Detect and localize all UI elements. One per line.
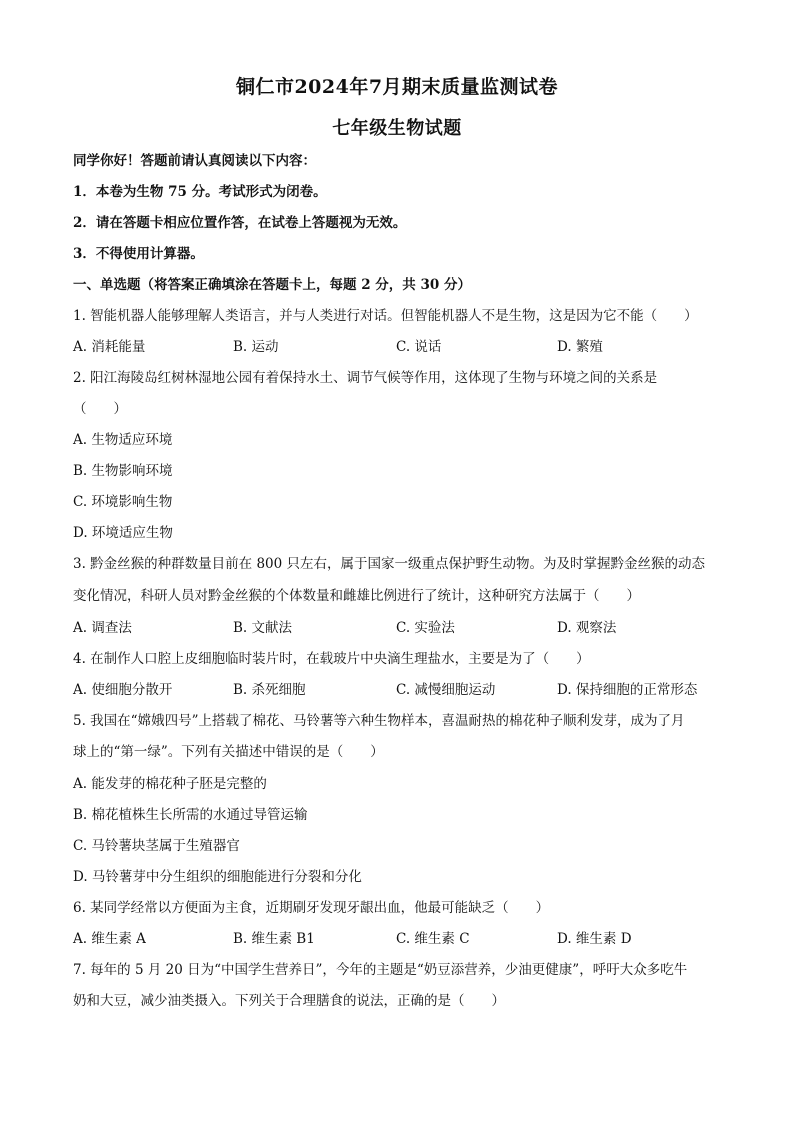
option-d: D. 观察法	[557, 620, 617, 636]
question-text: （ ）	[73, 401, 127, 417]
option-d: D. 保持细胞的正常形态	[557, 682, 698, 698]
option-d: D. 马铃薯芽中分生组织的细胞能进行分裂和分化	[73, 869, 362, 885]
option-c: C. 维生素 C	[396, 931, 470, 947]
notice-item: 2．请在答题卡相应位置作答，在试卷上答题视为无效。	[73, 215, 407, 231]
option-d: D. 繁殖	[557, 339, 603, 355]
option-a: A. 使细胞分散开	[73, 682, 173, 698]
option-a: A. 生物适应环境	[73, 432, 173, 448]
notice-item: 1．本卷为生物 75 分。考试形式为闭卷。	[73, 184, 327, 200]
question-text: 6. 某同学经常以方便面为主食，近期刷牙发现牙龈出血，他最可能缺乏（ ）	[73, 900, 550, 916]
option-d: D. 维生素 D	[557, 931, 632, 947]
option-a: A. 维生素 A	[73, 931, 146, 947]
option-a: A. 消耗能量	[73, 339, 146, 355]
option-c: C. 马铃薯块茎属于生殖器官	[73, 838, 240, 854]
question-text: 2. 阳江海陵岛红树林湿地公园有着保持水土、调节气候等作用，这体现了生物与环境之间的关系是	[73, 370, 658, 386]
notice-item: 3．不得使用计算器。	[73, 246, 204, 262]
option-c: C. 实验法	[396, 620, 455, 636]
question-text: 3. 黔金丝猴的种群数量目前在 800 只左右，属于国家一级重点保护野生动物。为及时掌握黔金丝猴的动态	[73, 556, 706, 572]
question-text: 奶和大豆，减少油类摄入。下列关于合理膳食的说法，正确的是（ ）	[73, 993, 505, 1009]
option-b: B. 维生素 B1	[233, 931, 315, 947]
option-b: B. 棉花植株生长所需的水通过导管运输	[73, 807, 308, 823]
option-c: C. 环境影响生物	[73, 494, 173, 510]
option-a: A. 调查法	[73, 620, 132, 636]
option-b: B. 运动	[233, 339, 279, 355]
question-text: 变化情况，科研人员对黔金丝猴的个体数量和雌雄比例进行了统计，这种研究方法属于（ ）	[73, 588, 640, 604]
option-d: D. 环境适应生物	[73, 525, 173, 541]
option-b: B. 杀死细胞	[233, 682, 306, 698]
option-a: A. 能发芽的棉花种子胚是完整的	[73, 776, 267, 792]
option-c: C. 说话	[396, 339, 442, 355]
option-b: B. 生物影响环境	[73, 463, 173, 479]
question-text: 球上的“第一绿”。下列有关描述中错误的是（ ）	[73, 744, 384, 760]
option-b: B. 文献法	[233, 620, 293, 636]
question-text: 1. 智能机器人能够理解人类语言，并与人类进行对话。但智能机器人不是生物，这是因为它不能（ ）	[73, 308, 698, 324]
question-text: 5. 我国在“嫦娥四号”上搭载了棉花、马铃薯等六种生物样本，喜温耐热的棉花种子顺利发芽，成为了月	[73, 713, 685, 729]
exam-title: 铜仁市2024年7月期末质量监测试卷	[235, 76, 559, 98]
notice-greeting: 同学你好！答题前请认真阅读以下内容：	[73, 153, 316, 169]
question-text: 4. 在制作人口腔上皮细胞临时装片时，在载玻片中央滴生理盐水，主要是为了（ ）	[73, 651, 590, 667]
section-heading: 一、单选题（将答案正确填涂在答题卡上，每题 2 分，共 30 分）	[73, 277, 471, 293]
option-c: C. 减慢细胞运动	[396, 682, 496, 698]
question-text: 7. 每年的 5 月 20 日为“中国学生营养日”，今年的主题是“奶豆添营养，少油更健康”，呼吁大众多吃牛	[73, 962, 688, 978]
exam-subtitle: 七年级生物试题	[332, 118, 462, 139]
